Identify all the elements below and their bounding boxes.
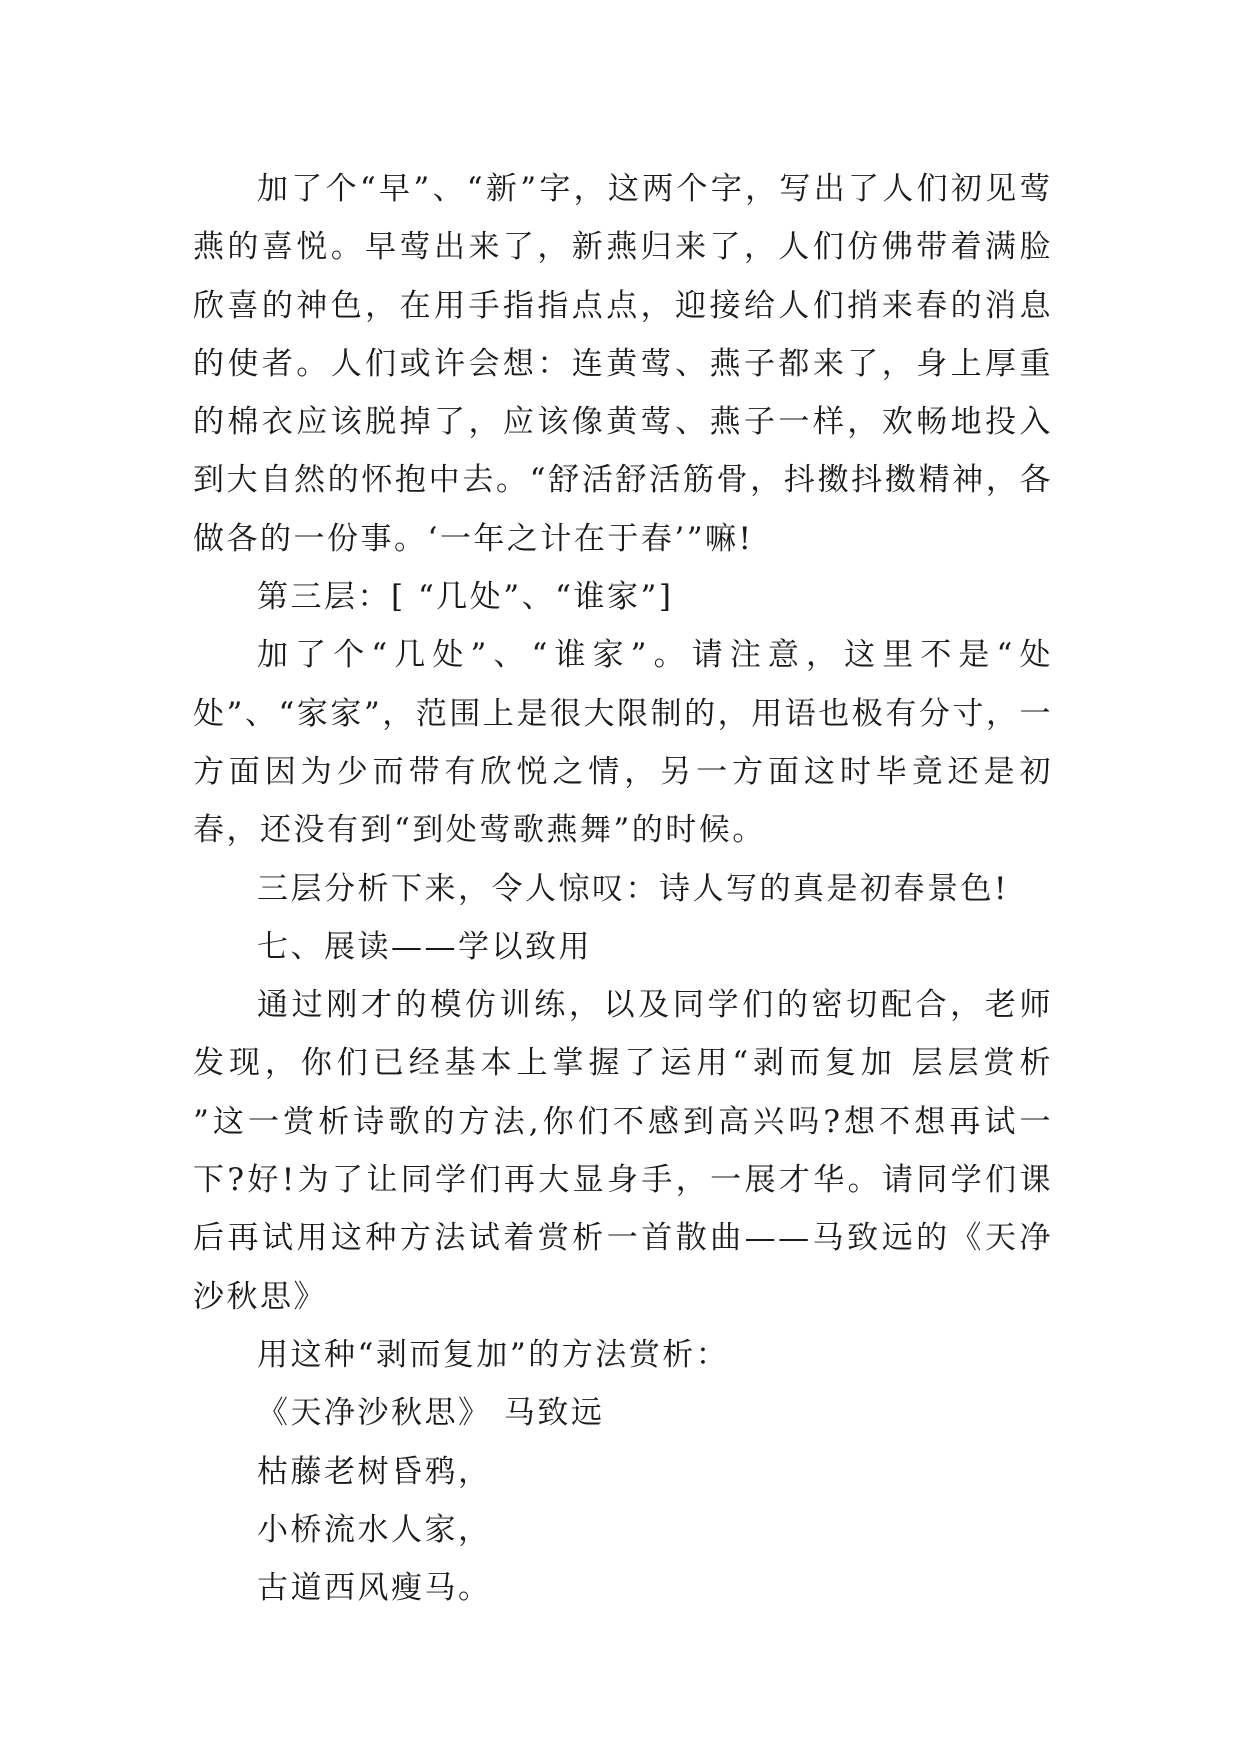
section-heading-seven: 七、展读——学以致用 — [257, 928, 592, 965]
paragraph-method-instruction: 用这种“剥而复加”的方法赏析： — [257, 1336, 730, 1373]
paragraph-practice: 通过刚才的模仿训练，以及同学们的密切配合，老师发现，你们已经基本上掌握了运用“剥而复加 层层赏析 ”这一赏析诗歌的方法,你们不感到高兴吗?想不想再试一下?好!为了让同学们再大显身手，一展才华。请同学们课后再试用这种方法试着赏析一首散曲——马致远的《天净沙秋思》 — [193, 987, 1053, 1315]
document-body — [193, 160, 1053, 1617]
poem-line-2: 小桥流水人家， — [257, 1511, 492, 1548]
heading-third-layer: 第三层：[ “几处”、“谁家”] — [257, 579, 674, 616]
poem-line-1: 枯藤老树昏鸦， — [257, 1453, 492, 1490]
paragraph-early-orioles: 加了个“早”、“新”字，这两个字，写出了人们初见莺燕的喜悦。早莺出来了，新燕归来了，人们仿佛带着满脸欣喜的神色，在用手指指点点，迎接给人们捎来春的消息的使者。人们或许会想：连黄莺、燕子都来了，身上厚重的棉衣应该脱掉了，应该像黄莺、燕子一样，欢畅地投入到大自然的怀抱中去。“舒活舒活筋骨，抖擞抖擞精神，各做各的一份事。‘一年之计在于春’”嘛! — [193, 171, 1053, 557]
paragraph-several-places: 加了个“几处”、“谁家”。请注意，这里不是“处处”、“家家”，范围上是很大限制的，用语也极有分寸，一方面因为少而带有欣悦之情，另一方面这时毕竟还是初春，还没有到“到处莺歌燕舞”的时候。 — [193, 637, 1053, 849]
paragraph-three-layers-conclusion: 三层分析下来，令人惊叹：诗人写的真是初春景色! — [257, 870, 1009, 907]
poem-title: 《天净沙秋思》 马致远 — [257, 1395, 605, 1432]
poem-line-3: 古道西风瘦马。 — [257, 1570, 492, 1607]
